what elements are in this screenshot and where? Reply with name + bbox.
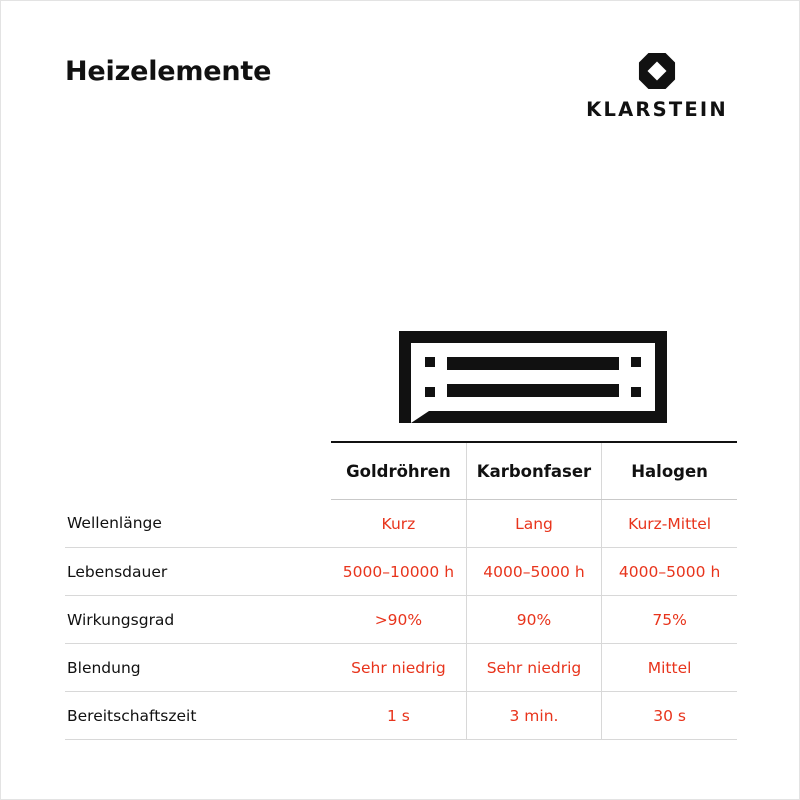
table-corner-cell — [65, 442, 331, 500]
brand-lockup — [577, 52, 737, 121]
cell-wellenlaenge-halogen: Kurz-Mittel — [602, 500, 737, 548]
table-row — [65, 692, 737, 740]
cell-wirkungsgrad-halogen: 75% — [602, 596, 737, 644]
cell-blendung-goldroehren: Sehr niedrig — [331, 644, 466, 692]
cell-wellenlaenge-karbonfaser: Lang — [466, 500, 601, 548]
cell-wellenlaenge-goldroehren: Kurz — [331, 500, 466, 548]
table-row — [65, 644, 737, 692]
specs-table — [65, 441, 737, 740]
row-label-blendung: Blendung — [65, 644, 331, 692]
page-title: Heizelemente — [65, 56, 272, 87]
row-label-lebensdauer: Lebensdauer — [65, 548, 331, 596]
cell-blendung-halogen: Mittel — [602, 644, 737, 692]
column-header-halogen: Halogen — [602, 442, 737, 500]
table-row — [65, 596, 737, 644]
table-header-row — [65, 442, 737, 500]
cell-bereitschaftszeit-halogen: 30 s — [602, 692, 737, 740]
cell-wirkungsgrad-goldroehren: >90% — [331, 596, 466, 644]
cell-lebensdauer-karbonfaser: 4000–5000 h — [466, 548, 601, 596]
cell-lebensdauer-goldroehren: 5000–10000 h — [331, 548, 466, 596]
cell-bereitschaftszeit-goldroehren: 1 s — [331, 692, 466, 740]
row-label-bereitschaftszeit: Bereitschaftszeit — [65, 692, 331, 740]
cell-blendung-karbonfaser: Sehr niedrig — [466, 644, 601, 692]
cell-wirkungsgrad-karbonfaser: 90% — [466, 596, 601, 644]
table-row — [65, 500, 737, 548]
specs-table-container — [65, 441, 737, 740]
column-header-karbonfaser: Karbonfaser — [466, 442, 601, 500]
octagon-diamond-logo-icon — [638, 52, 676, 90]
cell-lebensdauer-halogen: 4000–5000 h — [602, 548, 737, 596]
table-row — [65, 548, 737, 596]
row-label-wirkungsgrad: Wirkungsgrad — [65, 596, 331, 644]
header — [65, 56, 737, 136]
infrared-heater-panel-icon — [399, 331, 667, 423]
row-label-wellenlaenge: Wellenlänge — [65, 500, 331, 548]
cell-bereitschaftszeit-karbonfaser: 3 min. — [466, 692, 601, 740]
column-header-goldroehren: Goldröhren — [331, 442, 466, 500]
brand-name: KLARSTEIN — [586, 98, 728, 121]
